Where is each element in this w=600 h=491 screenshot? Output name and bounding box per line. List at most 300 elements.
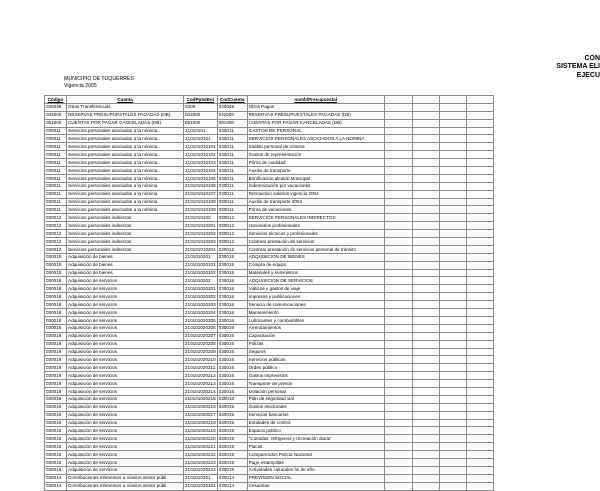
cell-nombre-presupuestal[interactable]: PREVISION SOCIAL (247, 474, 384, 482)
cell-cod-pptal-ent[interactable]: 210101020202 (185, 293, 216, 299)
cell-codigo[interactable]: 030016 (45, 277, 67, 285)
cell-empty[interactable] (412, 356, 439, 364)
cell-codigo[interactable]: 030014 (45, 474, 67, 482)
cell-empty[interactable] (439, 340, 466, 348)
cell-empty[interactable] (466, 135, 493, 143)
cell-empty[interactable] (384, 427, 412, 435)
cell-nombre-presupuestal[interactable]: SERVICIOS PERSONALES ASOCIADOS A LA NOMINA (247, 135, 384, 143)
cell-empty[interactable] (384, 119, 412, 127)
cell-cuenta[interactable]: Servicios personales indirectos (67, 230, 184, 238)
cell-empty[interactable] (439, 458, 466, 466)
cell-empty[interactable] (466, 380, 493, 388)
cell-nombre-presupuestal[interactable]: Comparendos Policía Nacional (247, 451, 384, 459)
cell-empty[interactable] (412, 261, 439, 269)
cell-cod-pptal-ent[interactable]: 2101010102 (184, 214, 218, 222)
cell-empty[interactable] (466, 458, 493, 466)
cell-cod-pptal-ent[interactable]: 210101010201 (185, 222, 216, 228)
cell-empty[interactable] (412, 380, 439, 388)
cell-nombre-presupuestal[interactable]: Otros Pagos (247, 103, 384, 111)
cell-nombre-presupuestal[interactable]: Orden público (247, 364, 384, 372)
cell-empty[interactable] (412, 451, 439, 459)
cell-empty[interactable] (466, 332, 493, 340)
cell-cod-cuenta[interactable]: 030016 (217, 435, 247, 443)
cell-cod-cuenta[interactable]: 030011 (217, 135, 247, 143)
cell-cod-pptal-ent[interactable]: 210101020102 (185, 270, 216, 276)
cell-nombre-presupuestal[interactable]: Pólizas (247, 340, 384, 348)
cell-cod-cuenta[interactable]: 030016 (217, 419, 247, 427)
cell-nombre-presupuestal[interactable]: Pago estampillas (247, 458, 384, 466)
column-header-empty[interactable] (412, 96, 439, 104)
cell-nombre-presupuestal[interactable]: ADQUISICION DE SERVICIOS (247, 277, 384, 285)
cell-empty[interactable] (412, 206, 439, 214)
cell-cuenta[interactable]: Servicios personales asociados a la nómina (67, 198, 184, 206)
cell-empty[interactable] (412, 458, 439, 466)
cell-empty[interactable] (384, 403, 412, 411)
cell-nombre-presupuestal[interactable]: Capacitación (247, 332, 384, 340)
cell-empty[interactable] (466, 474, 493, 482)
cell-codigo[interactable]: 030016 (45, 356, 67, 364)
cell-empty[interactable] (439, 482, 466, 490)
cell-cod-pptal-ent[interactable]: 210101010102 (185, 151, 216, 157)
cell-cod-pptal-ent[interactable]: 042000 (184, 111, 218, 119)
cell-cuenta[interactable]: Adquisición de servicios (67, 324, 184, 332)
column-header-empty[interactable] (384, 96, 412, 104)
cell-empty[interactable] (439, 135, 466, 143)
cell-empty[interactable] (384, 364, 412, 372)
cell-cuenta[interactable]: Adquisición de servicios (67, 387, 184, 395)
cell-cuenta[interactable]: Contribuciones inherentes a nómina sector públi (67, 482, 184, 490)
cell-cod-pptal-ent[interactable]: 210101020215 (185, 396, 216, 402)
cell-cod-cuenta[interactable]: 030016 (217, 427, 247, 435)
cell-empty[interactable] (384, 293, 412, 301)
cell-cuenta[interactable]: Adquisición de servicios (67, 277, 184, 285)
column-header-codigo[interactable]: Código (45, 96, 67, 104)
cell-cuenta[interactable]: Servicios personales asociados a la nómina (67, 151, 184, 159)
cell-cod-cuenta[interactable]: 030011 (217, 174, 247, 182)
cell-empty[interactable] (412, 222, 439, 230)
cell-empty[interactable] (412, 190, 439, 198)
cell-cuenta[interactable]: Adquisición de servicios (67, 372, 184, 380)
cell-cuenta[interactable]: Adquisición de servicios (67, 356, 184, 364)
cell-empty[interactable] (384, 316, 412, 324)
cell-empty[interactable] (384, 222, 412, 230)
cell-empty[interactable] (439, 222, 466, 230)
cell-empty[interactable] (384, 340, 412, 348)
cell-cod-pptal-ent[interactable]: 210101020206 (185, 325, 216, 331)
cell-cuenta[interactable]: Servicios personales asociados a la nómina (67, 190, 184, 198)
cell-empty[interactable] (412, 167, 439, 175)
cell-cuenta[interactable]: Adquisición de servicios (67, 364, 184, 372)
cell-cod-pptal-ent[interactable]: 210101020208 (185, 341, 216, 347)
cell-empty[interactable] (412, 135, 439, 143)
cell-empty[interactable] (466, 222, 493, 230)
cell-empty[interactable] (384, 466, 412, 474)
cell-cuenta[interactable]: Adquisición de servicios (67, 309, 184, 317)
cell-empty[interactable] (466, 174, 493, 182)
cell-cuenta[interactable]: Adquisición de servicios (67, 427, 184, 435)
cell-cod-pptal-ent[interactable]: 210101020209 (185, 349, 216, 355)
cell-empty[interactable] (412, 340, 439, 348)
cell-nombre-presupuestal[interactable]: Honorarios profesionales (247, 222, 384, 230)
cell-empty[interactable] (439, 316, 466, 324)
cell-empty[interactable] (439, 230, 466, 238)
cell-empty[interactable] (439, 174, 466, 182)
cell-cuenta[interactable]: Adquisición de servicios (67, 332, 184, 340)
cell-nombre-presupuestal[interactable]: Actividades culturales fin de año (247, 466, 384, 474)
cell-cod-pptal-ent[interactable]: 210101010109 (185, 207, 216, 213)
cell-cod-cuenta[interactable]: 030016 (217, 324, 247, 332)
cell-empty[interactable] (466, 340, 493, 348)
cell-empty[interactable] (466, 238, 493, 246)
cell-nombre-presupuestal[interactable]: Contrato prestación de servicios (247, 238, 384, 246)
cell-codigo[interactable]: 030048 (45, 103, 67, 111)
cell-nombre-presupuestal[interactable]: Arrendamientos (247, 324, 384, 332)
cell-nombre-presupuestal[interactable]: Gastos de representación (247, 151, 384, 159)
cell-nombre-presupuestal[interactable]: Compra de equipo (247, 261, 384, 269)
cell-nombre-presupuestal[interactable]: Contrato prestación de servicios personal de tránsito (247, 245, 384, 253)
cell-nombre-presupuestal[interactable]: Espacio público (247, 427, 384, 435)
cell-cod-pptal-ent[interactable]: 210101020221 (185, 443, 216, 449)
cell-empty[interactable] (384, 182, 412, 190)
cell-empty[interactable] (412, 127, 439, 135)
cell-cod-pptal-ent[interactable]: 210101020101 (185, 262, 216, 268)
cell-cuenta[interactable]: Adquisición de servicios (67, 340, 184, 348)
cell-empty[interactable] (466, 451, 493, 459)
cell-empty[interactable] (412, 285, 439, 293)
cell-empty[interactable] (466, 253, 493, 261)
cell-nombre-presupuestal[interactable]: Retroactivo salarios vigencia 2004 (247, 190, 384, 198)
cell-empty[interactable] (412, 277, 439, 285)
cell-cod-cuenta[interactable]: 030016 (217, 372, 247, 380)
cell-cod-pptal-ent[interactable]: 0309 (184, 103, 218, 111)
cell-empty[interactable] (412, 419, 439, 427)
cell-cod-pptal-ent[interactable]: 210101020220 (185, 435, 216, 441)
cell-cod-cuenta[interactable]: 030016 (217, 285, 247, 293)
cell-empty[interactable] (384, 356, 412, 364)
cell-cod-cuenta[interactable]: 030011 (217, 190, 247, 198)
cell-cod-cuenta[interactable]: 030016 (217, 395, 247, 403)
cell-empty[interactable] (466, 443, 493, 451)
cell-codigo[interactable]: 030016 (45, 435, 67, 443)
cell-cuenta[interactable]: Servicios personales asociados a la nómina (67, 174, 184, 182)
cell-empty[interactable] (466, 356, 493, 364)
cell-cod-cuenta[interactable]: 030016 (217, 387, 247, 395)
cell-cuenta[interactable]: Otras Transferencias (67, 103, 184, 111)
cell-cod-cuenta[interactable]: 030016 (217, 348, 247, 356)
cell-empty[interactable] (466, 387, 493, 395)
cell-codigo[interactable]: 030016 (45, 380, 67, 388)
column-header-cod-cuenta[interactable]: CodCuenta (217, 96, 247, 104)
cell-cuenta[interactable]: Servicios personales asociados a la nómina (67, 143, 184, 151)
cell-cuenta[interactable]: Adquisición de servicios (67, 348, 184, 356)
cell-empty[interactable] (412, 466, 439, 474)
cell-empty[interactable] (412, 435, 439, 443)
cell-empty[interactable] (466, 151, 493, 159)
cell-empty[interactable] (466, 419, 493, 427)
cell-cod-pptal-ent[interactable]: 210101020201 (185, 285, 216, 291)
cell-empty[interactable] (384, 245, 412, 253)
cell-cuenta[interactable]: Adquisición de servicios (67, 435, 184, 443)
column-header-cuenta[interactable]: Cuenta (67, 96, 184, 104)
cell-cod-cuenta[interactable]: 030012 (217, 245, 247, 253)
cell-cod-pptal-ent[interactable]: 2101010201 (184, 253, 218, 261)
cell-empty[interactable] (439, 151, 466, 159)
cell-empty[interactable] (439, 143, 466, 151)
cell-nombre-presupuestal[interactable]: Gastos electorales (247, 403, 384, 411)
cell-empty[interactable] (384, 230, 412, 238)
cell-nombre-presupuestal[interactable]: "Comidas, refrigerios y recreación diaria" (247, 435, 384, 443)
cell-empty[interactable] (384, 482, 412, 490)
cell-cod-cuenta[interactable]: 030016 (217, 316, 247, 324)
cell-empty[interactable] (412, 387, 439, 395)
cell-cuenta[interactable]: Servicios personales indirectos (67, 214, 184, 222)
cell-empty[interactable] (466, 261, 493, 269)
cell-empty[interactable] (412, 348, 439, 356)
column-header-nombre-presupuestal[interactable]: nomb/Presupuestal (247, 96, 384, 104)
cell-empty[interactable] (439, 403, 466, 411)
cell-empty[interactable] (439, 411, 466, 419)
cell-cod-cuenta[interactable]: 030016 (217, 356, 247, 364)
cell-nombre-presupuestal[interactable]: Mantenimiento (247, 309, 384, 317)
cell-cod-cuenta[interactable]: 030016 (217, 451, 247, 459)
cell-cod-pptal-ent[interactable]: 210101020213 (185, 380, 216, 386)
cell-codigo[interactable]: 030016 (45, 372, 67, 380)
cell-empty[interactable] (439, 111, 466, 119)
cell-empty[interactable] (384, 261, 412, 269)
cell-nombre-presupuestal[interactable]: Gastos imprevistos (247, 372, 384, 380)
cell-empty[interactable] (439, 466, 466, 474)
cell-empty[interactable] (384, 309, 412, 317)
cell-cod-cuenta[interactable]: 030016 (217, 443, 247, 451)
cell-cod-pptal-ent[interactable]: 210101010103 (185, 159, 216, 165)
cell-empty[interactable] (466, 285, 493, 293)
cell-cuenta[interactable]: Servicios personales asociados a la nómina (67, 206, 184, 214)
column-header-empty[interactable] (439, 96, 466, 104)
cell-codigo[interactable]: 030012 (45, 238, 67, 246)
cell-codigo[interactable]: 030016 (45, 403, 67, 411)
cell-codigo[interactable]: 030016 (45, 309, 67, 317)
cell-empty[interactable] (412, 364, 439, 372)
cell-empty[interactable] (439, 395, 466, 403)
cell-nombre-presupuestal[interactable]: Prima de cualidad (247, 159, 384, 167)
cell-cuenta[interactable]: Adquisición de servicios (67, 411, 184, 419)
cell-empty[interactable] (466, 198, 493, 206)
cell-empty[interactable] (466, 435, 493, 443)
cell-cod-cuenta[interactable]: 030011 (217, 127, 247, 135)
cell-cod-pptal-ent[interactable]: 210101020204 (185, 309, 216, 315)
cell-empty[interactable] (439, 372, 466, 380)
cell-empty[interactable] (439, 474, 466, 482)
cell-codigo[interactable]: 030016 (45, 451, 67, 459)
cell-cod-cuenta[interactable]: 030016 (217, 364, 247, 372)
cell-empty[interactable] (412, 253, 439, 261)
cell-empty[interactable] (384, 143, 412, 151)
cell-cuenta[interactable]: Adquisición de servicios (67, 395, 184, 403)
cell-empty[interactable] (466, 372, 493, 380)
cell-cod-cuenta[interactable]: 030012 (217, 238, 247, 246)
cell-empty[interactable] (412, 324, 439, 332)
cell-nombre-presupuestal[interactable]: Bonificación alcalde Municipal (247, 174, 384, 182)
cell-cod-pptal-ent[interactable]: 210101010204 (185, 246, 216, 252)
cell-cod-cuenta[interactable]: 030011 (217, 167, 247, 175)
cell-codigo[interactable]: 030011 (45, 206, 67, 214)
cell-empty[interactable] (466, 143, 493, 151)
cell-empty[interactable] (384, 411, 412, 419)
cell-empty[interactable] (466, 119, 493, 127)
cell-cod-cuenta[interactable]: 030012 (217, 214, 247, 222)
cell-codigo[interactable]: 030012 (45, 222, 67, 230)
cell-codigo[interactable]: 030011 (45, 127, 67, 135)
cell-cuenta[interactable]: Adquisición de servicios (67, 458, 184, 466)
cell-codigo[interactable]: 030015 (45, 269, 67, 277)
cell-empty[interactable] (466, 403, 493, 411)
cell-nombre-presupuestal[interactable]: Viáticos y gastos de viaje (247, 285, 384, 293)
cell-cod-pptal-ent[interactable]: 210101020210 (185, 356, 216, 362)
cell-empty[interactable] (384, 332, 412, 340)
cell-cod-pptal-ent[interactable]: 210101010106 (185, 183, 216, 189)
cell-empty[interactable] (412, 443, 439, 451)
cell-codigo[interactable]: 030016 (45, 427, 67, 435)
cell-codigo[interactable]: 030012 (45, 245, 67, 253)
cell-empty[interactable] (439, 309, 466, 317)
cell-empty[interactable] (412, 309, 439, 317)
cell-codigo[interactable]: 042000 (45, 111, 67, 119)
cell-nombre-presupuestal[interactable]: SERVICIOS PERSONALES INDIRECTOS (247, 214, 384, 222)
cell-empty[interactable] (466, 103, 493, 111)
cell-nombre-presupuestal[interactable]: Lubricantes y combustibles (247, 316, 384, 324)
cell-empty[interactable] (439, 190, 466, 198)
cell-cod-pptal-ent[interactable]: 210101010202 (185, 230, 216, 236)
cell-empty[interactable] (412, 214, 439, 222)
cell-cod-pptal-ent[interactable]: 210101020223 (185, 459, 216, 465)
cell-empty[interactable] (466, 309, 493, 317)
cell-cod-pptal-ent[interactable]: 210101020214 (185, 388, 216, 394)
cell-empty[interactable] (439, 356, 466, 364)
cell-cod-cuenta[interactable]: 051000 (217, 119, 247, 127)
cell-empty[interactable] (384, 301, 412, 309)
cell-empty[interactable] (384, 269, 412, 277)
cell-cuenta[interactable]: Servicios personales indirectos (67, 238, 184, 246)
column-header-cod-pptal-ent[interactable]: CodPptalEnt (184, 96, 218, 104)
cell-cod-pptal-ent[interactable]: 210101020219 (185, 428, 216, 433)
cell-empty[interactable] (439, 293, 466, 301)
cell-empty[interactable] (412, 143, 439, 151)
cell-nombre-presupuestal[interactable]: RESERVAS PRESUPUESTALES PAGADAS (DB) (247, 111, 384, 119)
cell-empty[interactable] (384, 214, 412, 222)
cell-cod-cuenta[interactable]: 030011 (217, 182, 247, 190)
cell-nombre-presupuestal[interactable]: Prima de vacaciones (247, 206, 384, 214)
cell-codigo[interactable]: 030011 (45, 182, 67, 190)
cell-cuenta[interactable]: Adquisición de servicios (67, 293, 184, 301)
cell-cod-cuenta[interactable]: 030048 (217, 103, 247, 111)
cell-empty[interactable] (439, 253, 466, 261)
cell-cod-pptal-ent[interactable]: 210101010203 (185, 238, 216, 244)
cell-cuenta[interactable]: Adquisición de servicios (67, 451, 184, 459)
cell-cuenta[interactable]: Servicios personales asociados a la nómina (67, 182, 184, 190)
cell-codigo[interactable]: 030016 (45, 293, 67, 301)
cell-empty[interactable] (466, 269, 493, 277)
cell-cuenta[interactable]: RESERVAS PRESUPUESTALES PAGADAS (DB) (67, 111, 184, 119)
cell-empty[interactable] (466, 167, 493, 175)
cell-nombre-presupuestal[interactable]: Impresos y publicaciones (247, 293, 384, 301)
cell-empty[interactable] (439, 261, 466, 269)
cell-empty[interactable] (466, 182, 493, 190)
cell-empty[interactable] (412, 372, 439, 380)
cell-cuenta[interactable]: Adquisición de servicios (67, 443, 184, 451)
cell-cod-pptal-ent[interactable]: 210101020222 (185, 451, 216, 457)
cell-cod-cuenta[interactable]: 030016 (217, 466, 247, 474)
cell-cuenta[interactable]: CUENTAS POR PAGAR CANCELADAS (DB) (67, 119, 184, 127)
cell-cod-cuenta[interactable]: 030016 (217, 458, 247, 466)
cell-cod-pptal-ent[interactable]: 210101020207 (185, 333, 216, 339)
cell-empty[interactable] (439, 206, 466, 214)
cell-codigo[interactable]: 030016 (45, 419, 67, 427)
cell-empty[interactable] (439, 332, 466, 340)
cell-cuenta[interactable]: Adquisición de bienes (67, 261, 184, 269)
cell-empty[interactable] (439, 443, 466, 451)
cell-empty[interactable] (466, 301, 493, 309)
cell-cuenta[interactable]: Adquisición de bienes (67, 253, 184, 261)
cell-empty[interactable] (384, 451, 412, 459)
cell-cod-pptal-ent[interactable]: 210101010101 (185, 143, 216, 149)
cell-empty[interactable] (412, 411, 439, 419)
cell-empty[interactable] (466, 293, 493, 301)
cell-cuenta[interactable]: Adquisición de servicios (67, 380, 184, 388)
cell-cod-cuenta[interactable]: 030014 (217, 482, 247, 490)
cell-empty[interactable] (384, 190, 412, 198)
cell-cod-pptal-ent[interactable]: 210101020205 (185, 317, 216, 323)
cell-cod-pptal-ent[interactable]: 210101020211 (185, 364, 216, 370)
cell-empty[interactable] (384, 395, 412, 403)
cell-nombre-presupuestal[interactable]: Dotación personal (247, 387, 384, 395)
cell-empty[interactable] (466, 127, 493, 135)
cell-cuenta[interactable]: Servicios personales asociados a la nómina (67, 159, 184, 167)
cell-empty[interactable] (439, 301, 466, 309)
cell-codigo[interactable]: 030011 (45, 167, 67, 175)
cell-empty[interactable] (384, 285, 412, 293)
cell-empty[interactable] (412, 427, 439, 435)
cell-nombre-presupuestal[interactable]: Servicios técnicos y profesionales (247, 230, 384, 238)
cell-cuenta[interactable]: Adquisición de servicios (67, 403, 184, 411)
cell-empty[interactable] (384, 238, 412, 246)
cell-cuenta[interactable]: Servicios personales indirectos (67, 222, 184, 230)
cell-empty[interactable] (384, 348, 412, 356)
cell-empty[interactable] (439, 214, 466, 222)
cell-codigo[interactable]: 030016 (45, 387, 67, 395)
cell-cuenta[interactable]: Adquisición de servicios (67, 301, 184, 309)
cell-empty[interactable] (466, 111, 493, 119)
cell-empty[interactable] (466, 245, 493, 253)
cell-cod-pptal-ent[interactable]: 210101010105 (185, 175, 216, 181)
cell-codigo[interactable]: 030015 (45, 253, 67, 261)
cell-empty[interactable] (466, 466, 493, 474)
cell-cuenta[interactable]: Servicios personales indirectos (67, 245, 184, 253)
cell-empty[interactable] (412, 103, 439, 111)
cell-codigo[interactable]: 030016 (45, 364, 67, 372)
cell-empty[interactable] (466, 159, 493, 167)
cell-codigo[interactable]: 030016 (45, 316, 67, 324)
cell-codigo[interactable]: 030014 (45, 482, 67, 490)
cell-cuenta[interactable]: Adquisición de servicios (67, 316, 184, 324)
cell-empty[interactable] (466, 411, 493, 419)
cell-nombre-presupuestal[interactable]: Seguros (247, 348, 384, 356)
cell-empty[interactable] (466, 190, 493, 198)
cell-empty[interactable] (439, 277, 466, 285)
cell-nombre-presupuestal[interactable]: Sueldo personal de nómina (247, 143, 384, 151)
cell-cod-pptal-ent[interactable]: 210101030101 (185, 483, 216, 489)
cell-cod-cuenta[interactable]: 030011 (217, 143, 247, 151)
cell-codigo[interactable]: 030011 (45, 190, 67, 198)
